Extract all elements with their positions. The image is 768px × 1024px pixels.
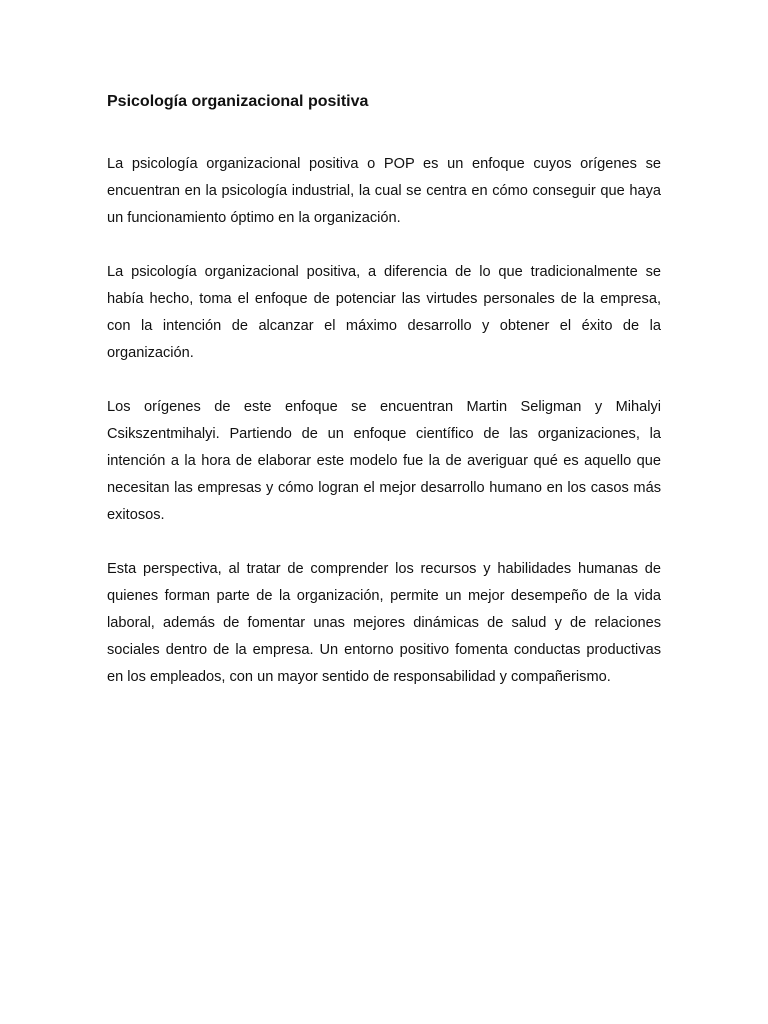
paragraph-2: La psicología organizacional positiva, a diferencia de lo que tradicionalmente se había hecho, toma el enfoque de potenciar las virtudes personales de la empresa, con la intención de alcanzar el máximo desarrollo y obtener el éxito de la organización. bbox=[107, 264, 661, 361]
document-title: Psicología organizacional positiva bbox=[107, 93, 369, 110]
paragraph-1: La psicología organizacional positiva o POP es un enfoque cuyos orígenes se encuentran en la psicología industrial, la cual se centra en cómo conseguir que haya un funcionamiento óptimo en la organización. bbox=[107, 156, 661, 226]
paragraph-4: Esta perspectiva, al tratar de comprender los recursos y habilidades humanas de quienes forman parte de la organización, permite un mejor desempeño de la vida laboral, además de fomentar unas mejores dinámicas de salud y de relaciones sociales dentro de la empresa. Un entorno positivo fomenta conductas productivas en los empleados, con un mayor sentido de responsabilidad y compañerismo. bbox=[107, 561, 661, 685]
paragraph-3: Los orígenes de este enfoque se encuentran Martin Seligman y Mihalyi Csikszentmihalyi. Partiendo de un enfoque científico de las organizaciones, la intención a la hora de elaborar este modelo fue la de averiguar qué es aquello que necesitan las empresas y cómo logran el mejor desarrollo humano en los casos más exitosos. bbox=[107, 399, 661, 523]
document-body bbox=[107, 90, 661, 691]
